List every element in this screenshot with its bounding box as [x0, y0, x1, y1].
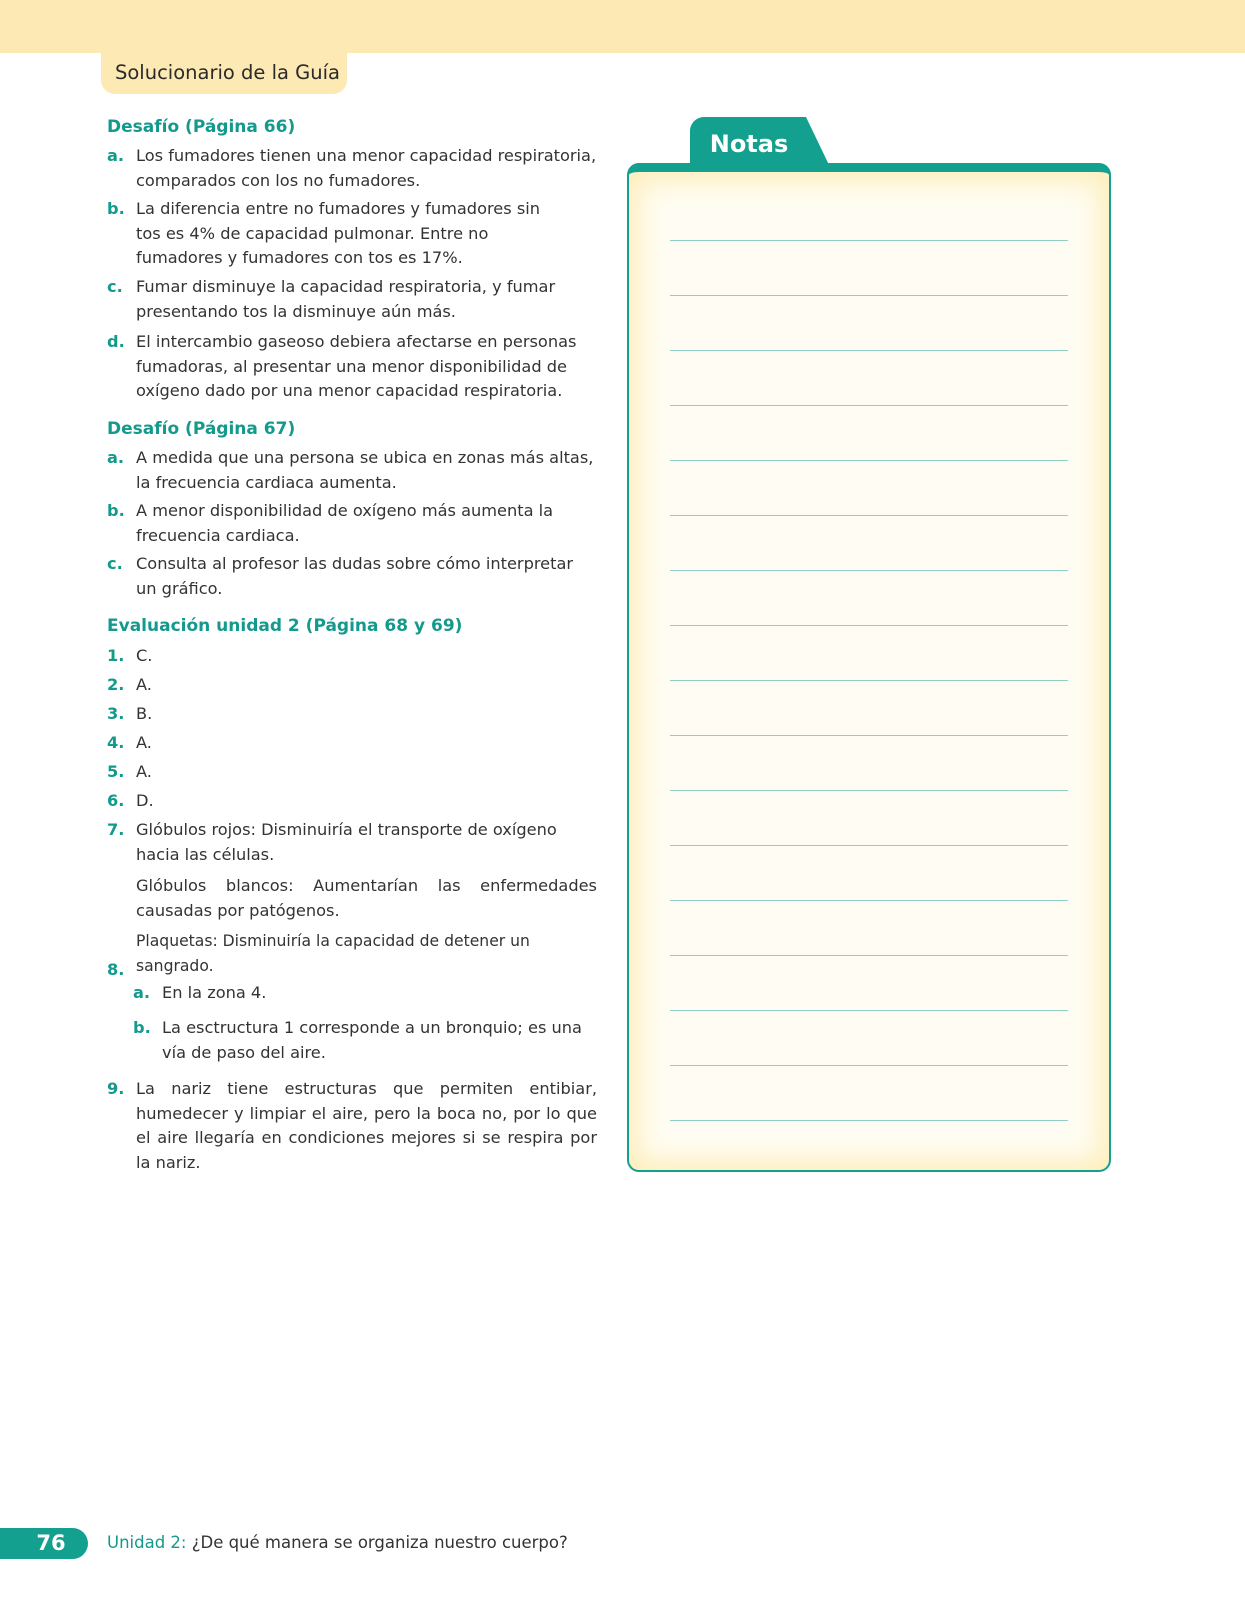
- item-label: 4.: [107, 733, 125, 752]
- note-line: [670, 460, 1068, 461]
- item-text: A.: [136, 675, 152, 694]
- note-line: [670, 350, 1068, 351]
- section-title-desafio-67: Desafío (Página 67): [107, 419, 296, 439]
- item-text: A medida que una persona se ubica en zonas más altas, la frecuencia cardiaca aumenta.: [136, 448, 594, 492]
- list-item: [107, 446, 597, 495]
- item-text: La diferencia entre no fumadores y fumadores sin tos es 4% de capacidad pulmonar. Entre no fumadores y fumadores con tos es 17%.: [136, 199, 541, 267]
- item-label: 5.: [107, 762, 125, 781]
- section-title-desafio-66: Desafío (Página 66): [107, 117, 296, 137]
- footer-unit-title: [107, 1533, 568, 1552]
- item-text: La esctructura 1 corresponde a un bronquio; es una vía de paso del aire.: [162, 1018, 582, 1062]
- item-label: b.: [107, 199, 125, 218]
- note-line: [670, 955, 1068, 956]
- list-item-continuation: [107, 874, 597, 923]
- note-line: [670, 790, 1068, 791]
- item-text: D.: [136, 791, 154, 810]
- item-text: A.: [136, 733, 152, 752]
- note-line: [670, 845, 1068, 846]
- list-item: [107, 1077, 597, 1175]
- note-line: [670, 1010, 1068, 1011]
- note-line: [670, 570, 1068, 571]
- item-label: 9.: [107, 1079, 125, 1098]
- note-line: [670, 1065, 1068, 1066]
- note-line: [670, 735, 1068, 736]
- item-label: b.: [107, 501, 125, 520]
- footer-unit-question: ¿De qué manera se organiza nuestro cuerpo?: [186, 1533, 568, 1552]
- item-text: Fumar disminuye la capacidad respiratoria, y fumar presentando tos la disminuye aún más.: [136, 277, 556, 321]
- item-label: c.: [107, 554, 123, 573]
- sub-list-item: [133, 981, 597, 1006]
- item-text: Plaquetas: Disminuiría la capacidad de detener un sangrado.: [136, 932, 530, 975]
- item-text: En la zona 4.: [162, 983, 267, 1002]
- note-line: [670, 515, 1068, 516]
- item-label: 1.: [107, 646, 125, 665]
- list-item: [107, 702, 597, 727]
- section-title-evaluacion: Evaluación unidad 2 (Página 68 y 69): [107, 616, 463, 636]
- item-label: a.: [107, 146, 125, 165]
- notes-title: Notas: [690, 117, 808, 167]
- item-label: a.: [107, 448, 125, 467]
- top-band: [0, 0, 1245, 53]
- notes-panel: [627, 163, 1111, 1172]
- item-text: Glóbulos rojos: Disminuiría el transporte de oxígeno hacia las células.: [136, 820, 557, 864]
- item-label: b.: [133, 1018, 151, 1037]
- list-item: [107, 673, 597, 698]
- item-text: El intercambio gaseoso debiera afectarse en personas fumadoras, al presentar una menor disponibilidad de oxígeno dado por una menor capacidad respiratoria.: [136, 332, 577, 400]
- note-line: [670, 405, 1068, 406]
- list-item: [107, 644, 597, 669]
- footer-unit-label: Unidad 2:: [107, 1533, 187, 1552]
- note-line: [670, 680, 1068, 681]
- item-label: 7.: [107, 820, 125, 839]
- list-item: [107, 197, 597, 271]
- item-text: C.: [136, 646, 153, 665]
- note-line: [670, 295, 1068, 296]
- item-text: La nariz tiene estructuras que permiten entibiar, humedecer y limpiar el aire, pero la boca no, por lo que el aire llegaría en condiciones mejores si se respira por la nariz.: [136, 1079, 597, 1172]
- item-label: d.: [107, 332, 125, 351]
- note-line: [670, 625, 1068, 626]
- page-header-title: Solucionario de la Guía: [101, 52, 347, 94]
- sub-list-item: [133, 1016, 597, 1065]
- list-item-continuation: [107, 929, 597, 978]
- item-text: Glóbulos blancos: Aumentarían las enfermedades causadas por patógenos.: [136, 876, 597, 920]
- list-item: [107, 330, 597, 404]
- list-item: [107, 499, 597, 548]
- page-number: 76: [0, 1528, 88, 1559]
- list-item: [107, 731, 597, 756]
- list-item: [107, 789, 597, 814]
- list-item: [107, 760, 597, 785]
- item-label: c.: [107, 277, 123, 296]
- item-label: 6.: [107, 791, 125, 810]
- list-item: [107, 818, 597, 867]
- list-item: [107, 144, 597, 193]
- item-label: 3.: [107, 704, 125, 723]
- item-text: B.: [136, 704, 153, 723]
- list-item: [107, 275, 597, 324]
- item-text: A menor disponibilidad de oxígeno más aumenta la frecuencia cardiaca.: [136, 501, 554, 545]
- list-item: [107, 552, 597, 601]
- note-line: [670, 1120, 1068, 1121]
- item-label: 8.: [107, 960, 125, 979]
- item-text: Consulta al profesor las dudas sobre cómo interpretar un gráfico.: [136, 554, 574, 598]
- item-text: Los fumadores tienen una menor capacidad respiratoria, comparados con los no fumadores.: [136, 146, 597, 190]
- note-line: [670, 900, 1068, 901]
- item-text: A.: [136, 762, 152, 781]
- item-label: a.: [133, 983, 151, 1002]
- note-line: [670, 240, 1068, 241]
- item-label: 2.: [107, 675, 125, 694]
